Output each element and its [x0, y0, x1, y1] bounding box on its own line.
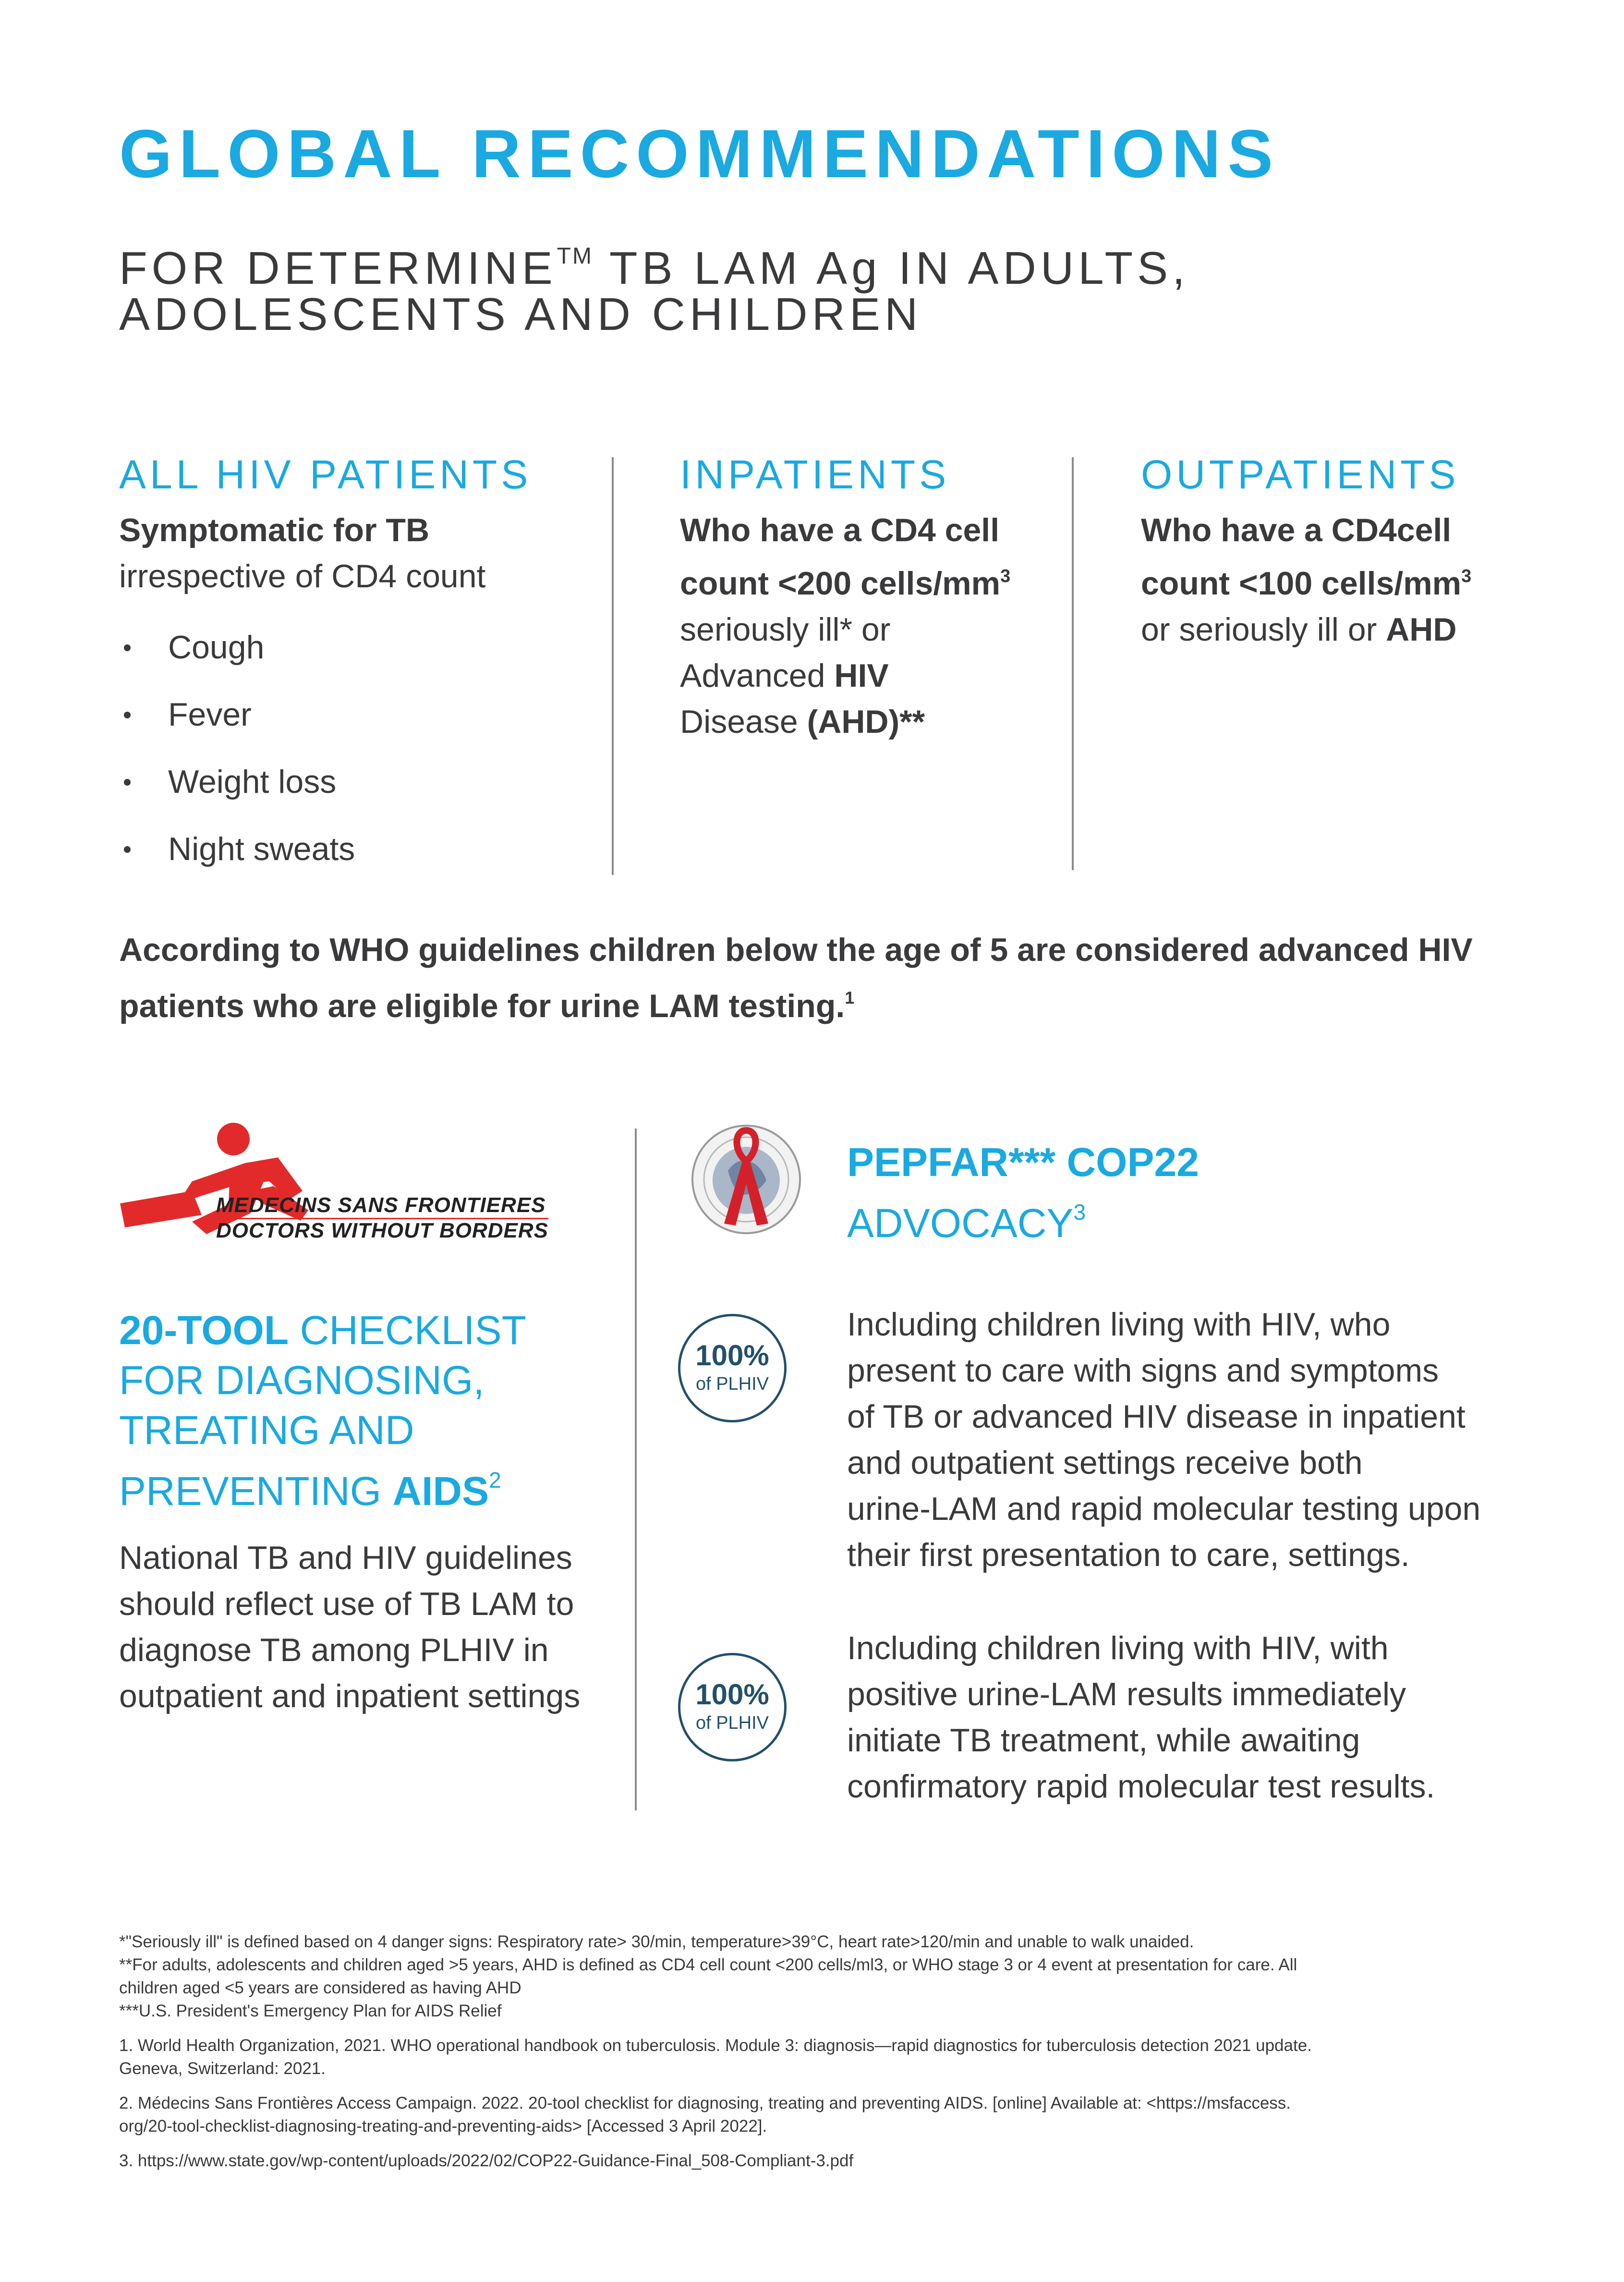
msf-head-line1-bold: 20-TOOL [119, 1308, 289, 1353]
stat-text-line: present to care with signs and symptoms [847, 1352, 1439, 1389]
stat-circle [678, 1314, 787, 1422]
stat-value: 100% [695, 1678, 769, 1711]
footnote: **For adults, adolescents and children aged >5 years, AHD is defined as CD4 cell count <200 cells/ml3, or WHO stage 3 or 4 event at presentation for care. All [119, 1955, 1297, 1974]
stat-text-line: Including children living with HIV, who [847, 1306, 1391, 1343]
reference-1: 1. World Health Organization, 2021. WHO operational handbook on tuberculosis. Module 3: diagnosis—rapid diagnostics for tuberculosis detection 2021 update. [119, 2036, 1312, 2055]
pepfar-head-line2-sup: 3 [1073, 1200, 1086, 1225]
msf-wordmark-line1: MEDECINS SANS FRONTIERES [216, 1194, 548, 1219]
inpatients-line1: Who have a CD4 cell [680, 512, 1000, 548]
msf-head-line1 [119, 1305, 526, 1355]
all-hiv-heading: ALL HIV PATIENTS [119, 452, 532, 497]
reference-1: Geneva, Switzerland: 2021. [119, 2059, 326, 2078]
footnote: children aged <5 years are considered as having AHD [119, 1979, 521, 1997]
msf-head-line2: FOR DIAGNOSING, [119, 1358, 485, 1403]
page-subtitle [119, 233, 1189, 338]
list-item: Cough [119, 614, 532, 681]
who-note-sup: 1 [845, 988, 855, 1007]
msf-head-line4-pre: PREVENTING [119, 1469, 393, 1514]
inpatients-line2 [680, 553, 1010, 607]
stat-circle [678, 1653, 787, 1761]
inpatients-section [680, 454, 1010, 745]
msf-body-line: National TB and HIV guidelines [119, 1540, 572, 1576]
inpatients-line5 [680, 699, 1010, 745]
inpatients-heading: INPATIENTS [680, 452, 950, 497]
reference-3: 3. https://www.state.gov/wp-content/uploads/2022/02/COP22-Guidance-Final_508-Compliant-3.pdf [119, 2151, 854, 2170]
inpatients-line2-text: count <200 cells/mm [680, 565, 1001, 602]
trademark-mark: TM [557, 243, 593, 269]
inpatients-line5-bold: (AHD)** [807, 704, 925, 740]
pepfar-head-line2 [847, 1187, 1199, 1248]
stat-label: of PLHIV [695, 1374, 769, 1394]
list-item: Weight loss [119, 748, 532, 815]
pepfar-seal-icon [690, 1123, 803, 1236]
msf-checklist-heading [119, 1305, 526, 1516]
stat-text-2 [847, 1625, 1435, 1809]
list-item: Fever [119, 681, 532, 748]
msf-body-line: diagnose TB among PLHIV in [119, 1632, 549, 1668]
stat-text-line: urine-LAM and rapid molecular testing upon [847, 1491, 1481, 1527]
outpatients-line2-sup: 3 [1461, 566, 1472, 586]
section-divider [635, 1129, 637, 1810]
msf-wordmark-line2: DOCTORS WITHOUT BORDERS [216, 1219, 548, 1242]
stat-text-line: their first presentation to care, settings. [847, 1537, 1410, 1573]
inpatients-line4 [680, 653, 1010, 699]
pepfar-head-line1: PEPFAR*** COP22 [847, 1140, 1199, 1185]
stat-text-1 [847, 1301, 1480, 1578]
msf-wordmark [216, 1194, 548, 1242]
who-guideline-note [119, 926, 1473, 1030]
reference-2: 2. Médecins Sans Frontières Access Campaign. 2022. 20-tool checklist for diagnosing, treating and preventing AIDS. [online] Available at: <https://msfaccess. [119, 2094, 1291, 2112]
inpatients-line2-sup: 3 [1000, 566, 1011, 586]
msf-head-line1-rest: CHECKLIST [289, 1308, 526, 1353]
msf-body-line: should reflect use of TB LAM to [119, 1586, 574, 1622]
msf-head-line4 [119, 1455, 526, 1516]
outpatients-line1: Who have a CD4cell [1141, 512, 1452, 548]
who-note-line2-text: patients who are eligible for urine LAM testing. [119, 988, 845, 1024]
list-item: Night sweats [119, 815, 532, 883]
all-hiv-line2: irrespective of CD4 count [119, 558, 486, 595]
msf-body [119, 1535, 580, 1719]
page-title: GLOBAL RECOMMENDATIONS [119, 116, 1280, 192]
stat-text-line: initiate TB treatment, while awaiting [847, 1722, 1360, 1759]
stat-value: 100% [695, 1339, 769, 1372]
outpatients-line3-pre: or seriously ill or [1141, 611, 1386, 648]
column-divider-1 [612, 457, 614, 875]
column-divider-2 [1072, 457, 1074, 870]
outpatients-section [1141, 454, 1471, 653]
subtitle-pre: FOR DETERMINE [119, 243, 557, 294]
who-note-line1: According to WHO guidelines children below the age of 5 are considered advanced HIV [119, 932, 1473, 968]
pepfar-heading [847, 1137, 1199, 1248]
subtitle-post: TB LAM Ag IN ADULTS, [593, 243, 1189, 294]
footnotes [119, 1930, 1312, 2173]
outpatients-line2-text: count <100 cells/mm [1141, 565, 1462, 602]
outpatients-heading: OUTPATIENTS [1141, 452, 1460, 497]
footnote: ***U.S. President's Emergency Plan for AIDS Relief [119, 2002, 502, 2020]
inpatients-line4-bold: HIV [834, 657, 889, 694]
stat-text-line: of TB or advanced HIV disease in inpatient [847, 1398, 1466, 1435]
stat-text-line: and outpatient settings receive both [847, 1444, 1363, 1481]
inpatients-line5-pre: Disease [680, 704, 807, 740]
outpatients-line2 [1141, 553, 1471, 607]
who-note-line2 [119, 974, 1473, 1030]
subtitle-line2: ADOLESCENTS AND CHILDREN [119, 289, 922, 340]
stat-label: of PLHIV [695, 1713, 769, 1733]
msf-head-line4-bold: AIDS [392, 1469, 489, 1514]
all-hiv-patients-section [119, 454, 532, 883]
inpatients-line4-pre: Advanced [680, 657, 835, 694]
pepfar-seal [690, 1123, 803, 1236]
all-hiv-line1: Symptomatic for TB [119, 512, 430, 548]
footnote: *"Seriously ill" is defined based on 4 danger signs: Respiratory rate> 30/min, temperature>39°C, heart rate>120/min and unable to walk unaided. [119, 1932, 1194, 1951]
msf-head-line4-sup: 2 [489, 1468, 501, 1493]
stat-text-line: Including children living with HIV, with [847, 1630, 1389, 1666]
outpatients-line3 [1141, 607, 1471, 653]
inpatients-line3: seriously ill* or [680, 611, 891, 648]
stat-text-line: confirmatory rapid molecular test results. [847, 1768, 1435, 1805]
msf-body-line: outpatient and inpatient settings [119, 1678, 581, 1714]
msf-head-line3: TREATING AND [119, 1408, 414, 1453]
reference-2: org/20-tool-checklist-diagnosing-treating-and-preventing-aids> [Accessed 3 April 2022]. [119, 2117, 767, 2136]
msf-logo [120, 1119, 548, 1253]
symptom-list [119, 614, 532, 883]
pepfar-head-line2-text: ADVOCACY [847, 1201, 1074, 1246]
stat-text-line: positive urine-LAM results immediately [847, 1676, 1406, 1712]
outpatients-line3-bold: AHD [1386, 611, 1457, 648]
